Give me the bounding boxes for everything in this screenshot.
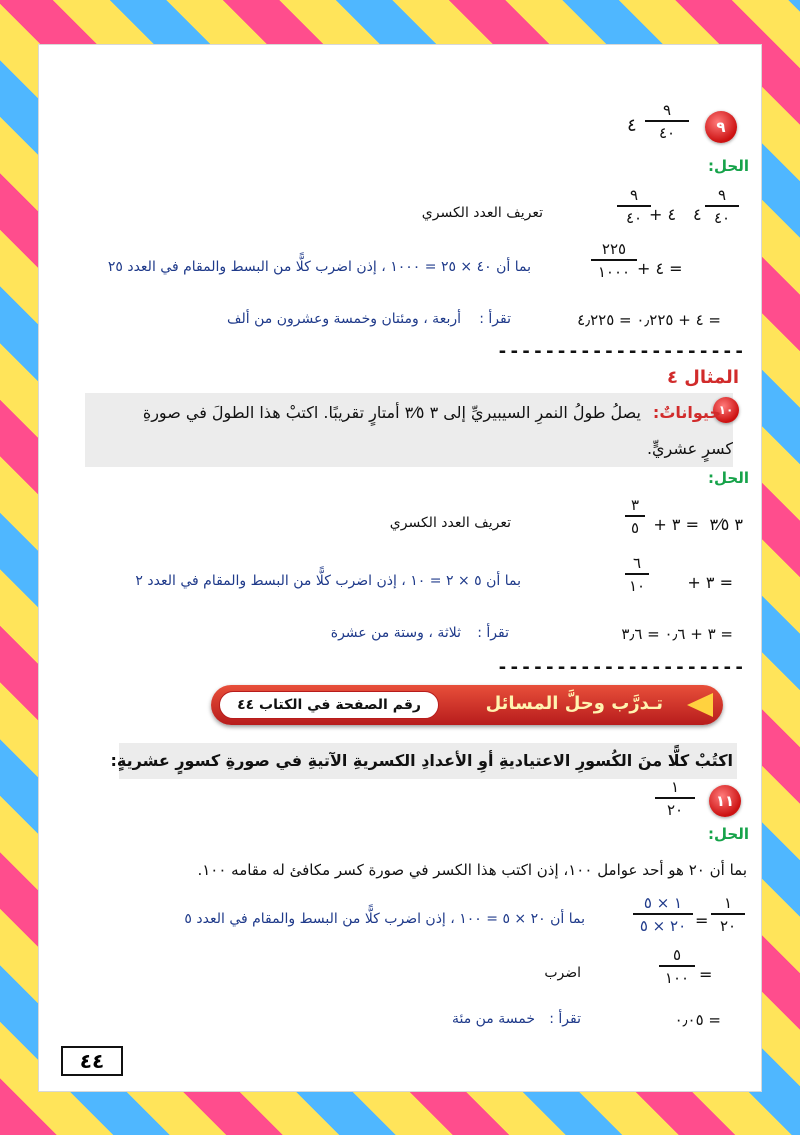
problem-11-badge: ١١ <box>709 785 741 817</box>
ex4-step3-read-label: تقرأ : <box>477 625 509 641</box>
problem-11-fraction: ١ ٢٠ <box>655 777 695 820</box>
ex4-step2-note: بما أن ٥ × ٢ = ١٠ ، إذن اضرب كلًّا من البسط والمقام في العدد ٢ <box>135 573 521 589</box>
p11-equals-2: = <box>699 965 713 984</box>
ex4-step1-lhs: ٣ ٣⁄٥ <box>709 515 743 534</box>
p9-step1-prefix: ٤ + <box>649 205 677 224</box>
p11-step3-read-text: خمسة من مئة <box>451 1011 535 1027</box>
ex4-step3-read-text: ثلاثة ، وستة من عشرة <box>330 625 461 641</box>
p11-step2-note: اضرب <box>544 965 581 981</box>
p9-step2-prefix: = ٤ + <box>637 259 683 278</box>
ex4-step3-expression: = ٣ + ٠٫٦ = ٣٫٦ <box>621 625 733 643</box>
instructions-text: اكتُبْ كلًّا منَ الكُسورِ الاعتياديةِ أوِ الأعدادِ الكسريةِ الآتيةِ في صورةِ كسورٍ عشريةٍ: <box>110 751 733 770</box>
p9-step1-note: تعريف العدد الكسري <box>421 205 543 221</box>
ex4-step2-fraction: ٦ ١٠ <box>625 553 649 596</box>
problem-9-solution-label: الحل: <box>708 157 749 175</box>
p9-step2-fraction: ٢٢٥ ١٠٠٠ <box>591 239 637 282</box>
p11-step2-fraction: ٥ ١٠٠ <box>659 945 695 988</box>
p9-step3-expression: = ٤ + ٠٫٢٢٥ = ٤٫٢٢٥ <box>577 311 721 329</box>
problem-9-whole: ٤ <box>627 115 637 136</box>
p11-equals-1: = <box>695 911 709 930</box>
practice-banner <box>211 685 723 725</box>
arrow-icon <box>687 693 713 717</box>
p9-step1-lhs-fraction: ٩ ٤٠ <box>705 185 739 228</box>
banner-title: تـدرَّب وحلَّ المسائل <box>485 693 663 714</box>
ex4-step1-fraction: ٣ ٥ <box>625 495 645 538</box>
p9-step3-read-text: أربعة ، ومئتان وخمسة وعشرون من ألف <box>227 311 461 327</box>
page-number: ٤٤ <box>61 1046 123 1076</box>
p9-step3-read-label: تقرأ : <box>479 311 511 327</box>
problem-9-fraction: ٩ ٤٠ <box>645 100 689 143</box>
problem-11-solution-label: الحل: <box>708 825 749 843</box>
example-4-text-line2: كسرٍ عشريٍّ. <box>646 439 733 458</box>
p9-step1-lhs-whole: ٤ <box>693 205 702 224</box>
example-4-text-line1: يصلُ طولُ النمرِ السيبيريِّ إلى ٣ ٣⁄٥ أمتارٍ تقريبًا. اكتبْ هذا الطولَ في صورةِ <box>142 403 641 422</box>
worksheet-page <box>38 44 762 1092</box>
problem-9-badge: ٩ <box>705 111 737 143</box>
page-reference: رقم الصفحة في الكتاب ٤٤ <box>219 691 439 719</box>
example-4-topic: حيواناتٌ: <box>652 403 721 422</box>
p9-step1-rhs-fraction: ٩ ٤٠ <box>617 185 651 228</box>
ex4-step1-note: تعريف العدد الكسري <box>389 515 511 531</box>
p11-step1-lhs-fraction: ١ ٢٠ <box>711 893 745 936</box>
example-4-solution-label: الحل: <box>708 469 749 487</box>
p11-step1-rhs-fraction: ١ × ٥ ٢٠ × ٥ <box>633 893 693 936</box>
ex4-step2-prefix: = ٣ + <box>687 573 733 592</box>
section-divider: --------------------- <box>497 341 746 362</box>
section-divider-2: --------------------- <box>497 657 746 678</box>
p11-step3-expression: = ٠٫٠٥ <box>674 1011 721 1029</box>
example-4-badge: ١٠ <box>713 397 739 423</box>
problem-11-intro: بما أن ٢٠ هو أحد عوامل ١٠٠، إذن اكتب هذا الكسر في صورة كسر مكافئ له مقامه ١٠٠. <box>197 861 747 879</box>
p11-step3-read-label: تقرأ : <box>549 1011 581 1027</box>
p9-step2-note: بما أن ٤٠ × ٢٥ = ١٠٠٠ ، إذن اضرب كلًّا من البسط والمقام في العدد ٢٥ <box>107 259 531 275</box>
example-4-title: المثال ٤ <box>667 367 739 388</box>
p11-step1-note: بما أن ٢٠ × ٥ = ١٠٠ ، إذن اضرب كلًّا من البسط والمقام في العدد ٥ <box>184 911 585 927</box>
ex4-step1-prefix: = ٣ + <box>653 515 699 534</box>
